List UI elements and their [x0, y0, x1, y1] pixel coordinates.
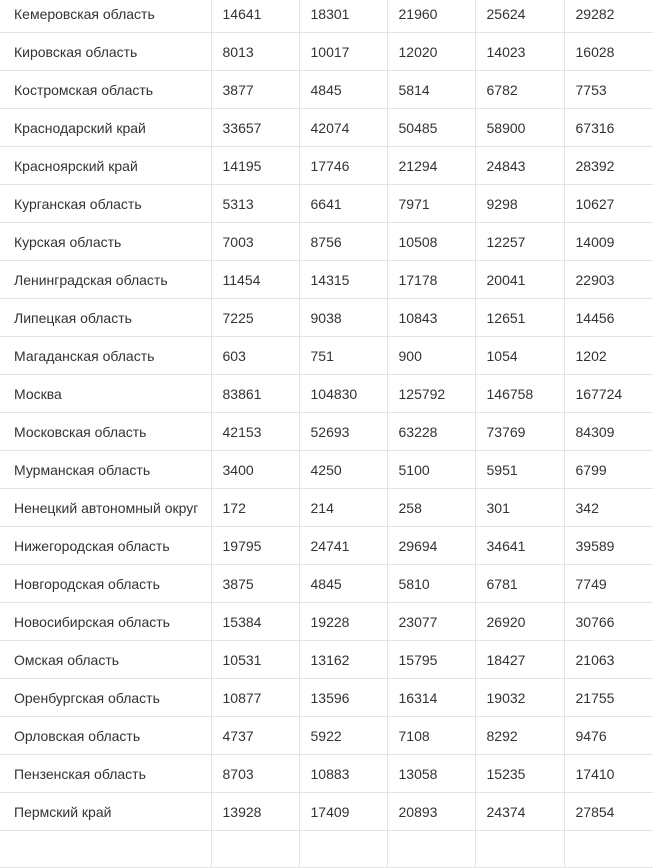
region-name-cell: Ленинградская область — [0, 261, 211, 299]
value-cell: 9038 — [299, 299, 387, 337]
value-cell: 19032 — [475, 679, 564, 717]
value-cell: 14023 — [475, 33, 564, 71]
value-cell: 125792 — [387, 375, 475, 413]
value-cell: 3400 — [211, 451, 299, 489]
value-cell: 4845 — [299, 71, 387, 109]
region-name-cell: Новгородская область — [0, 565, 211, 603]
region-name-cell — [0, 831, 211, 868]
value-cell: 603 — [211, 337, 299, 375]
value-cell: 20893 — [387, 793, 475, 831]
value-cell: 6641 — [299, 185, 387, 223]
value-cell: 258 — [387, 489, 475, 527]
table-row — [0, 413, 653, 451]
region-name-cell: Курская область — [0, 223, 211, 261]
value-cell: 15795 — [387, 641, 475, 679]
value-cell: 3875 — [211, 565, 299, 603]
value-cell: 7971 — [387, 185, 475, 223]
value-cell: 30766 — [564, 603, 653, 641]
region-name-cell: Пермский край — [0, 793, 211, 831]
value-cell: 342 — [564, 489, 653, 527]
value-cell: 7749 — [564, 565, 653, 603]
value-cell: 52693 — [299, 413, 387, 451]
value-cell: 26920 — [475, 603, 564, 641]
value-cell: 751 — [299, 337, 387, 375]
value-cell: 14009 — [564, 223, 653, 261]
value-cell: 11454 — [211, 261, 299, 299]
value-cell: 21960 — [387, 0, 475, 33]
table-row — [0, 299, 653, 337]
value-cell: 5810 — [387, 565, 475, 603]
value-cell: 42153 — [211, 413, 299, 451]
value-cell: 29694 — [387, 527, 475, 565]
value-cell: 10017 — [299, 33, 387, 71]
value-cell — [475, 831, 564, 868]
region-name-cell: Москва — [0, 375, 211, 413]
region-name-cell: Омская область — [0, 641, 211, 679]
table-row — [0, 337, 653, 375]
value-cell: 63228 — [387, 413, 475, 451]
value-cell: 14641 — [211, 0, 299, 33]
value-cell: 34641 — [475, 527, 564, 565]
value-cell: 146758 — [475, 375, 564, 413]
value-cell: 7753 — [564, 71, 653, 109]
value-cell: 16314 — [387, 679, 475, 717]
value-cell: 24374 — [475, 793, 564, 831]
table-row — [0, 185, 653, 223]
region-name-cell: Орловская область — [0, 717, 211, 755]
value-cell: 104830 — [299, 375, 387, 413]
value-cell: 19795 — [211, 527, 299, 565]
value-cell: 58900 — [475, 109, 564, 147]
value-cell: 8703 — [211, 755, 299, 793]
table-row — [0, 223, 653, 261]
value-cell: 19228 — [299, 603, 387, 641]
value-cell: 9298 — [475, 185, 564, 223]
value-cell: 28392 — [564, 147, 653, 185]
value-cell: 10531 — [211, 641, 299, 679]
value-cell: 4250 — [299, 451, 387, 489]
value-cell: 17409 — [299, 793, 387, 831]
value-cell: 6781 — [475, 565, 564, 603]
value-cell: 7108 — [387, 717, 475, 755]
value-cell: 27854 — [564, 793, 653, 831]
value-cell: 4845 — [299, 565, 387, 603]
value-cell: 7003 — [211, 223, 299, 261]
value-cell: 23077 — [387, 603, 475, 641]
region-name-cell: Оренбургская область — [0, 679, 211, 717]
value-cell: 9476 — [564, 717, 653, 755]
region-name-cell: Магаданская область — [0, 337, 211, 375]
table-row — [0, 603, 653, 641]
value-cell: 17746 — [299, 147, 387, 185]
value-cell: 13928 — [211, 793, 299, 831]
value-cell: 21294 — [387, 147, 475, 185]
value-cell: 15235 — [475, 755, 564, 793]
value-cell: 24741 — [299, 527, 387, 565]
region-name-cell: Мурманская область — [0, 451, 211, 489]
region-name-cell: Курганская область — [0, 185, 211, 223]
table-row — [0, 261, 653, 299]
value-cell: 167724 — [564, 375, 653, 413]
value-cell — [564, 831, 653, 868]
value-cell: 83861 — [211, 375, 299, 413]
value-cell: 13058 — [387, 755, 475, 793]
value-cell: 5951 — [475, 451, 564, 489]
value-cell: 50485 — [387, 109, 475, 147]
table-row — [0, 33, 653, 71]
value-cell: 214 — [299, 489, 387, 527]
value-cell: 5922 — [299, 717, 387, 755]
table-row — [0, 527, 653, 565]
region-name-cell: Пензенская область — [0, 755, 211, 793]
table-row — [0, 755, 653, 793]
value-cell — [299, 831, 387, 868]
value-cell: 7225 — [211, 299, 299, 337]
table-row — [0, 147, 653, 185]
table-row — [0, 565, 653, 603]
value-cell: 301 — [475, 489, 564, 527]
value-cell: 17178 — [387, 261, 475, 299]
value-cell: 5814 — [387, 71, 475, 109]
table-row — [0, 489, 653, 527]
value-cell: 21063 — [564, 641, 653, 679]
region-name-cell: Липецкая область — [0, 299, 211, 337]
table-row — [0, 793, 653, 831]
value-cell: 24843 — [475, 147, 564, 185]
region-name-cell: Кировская область — [0, 33, 211, 71]
value-cell: 14456 — [564, 299, 653, 337]
value-cell: 15384 — [211, 603, 299, 641]
table-row — [0, 71, 653, 109]
value-cell: 6782 — [475, 71, 564, 109]
value-cell: 10627 — [564, 185, 653, 223]
value-cell: 17410 — [564, 755, 653, 793]
value-cell: 18301 — [299, 0, 387, 33]
table-row — [0, 0, 653, 33]
value-cell: 10508 — [387, 223, 475, 261]
value-cell: 900 — [387, 337, 475, 375]
region-name-cell: Московская область — [0, 413, 211, 451]
value-cell: 29282 — [564, 0, 653, 33]
table-row — [0, 451, 653, 489]
table-row — [0, 641, 653, 679]
value-cell: 6799 — [564, 451, 653, 489]
value-cell: 18427 — [475, 641, 564, 679]
value-cell: 12651 — [475, 299, 564, 337]
value-cell: 13596 — [299, 679, 387, 717]
value-cell: 16028 — [564, 33, 653, 71]
region-name-cell: Краснодарский край — [0, 109, 211, 147]
region-name-cell: Новосибирская область — [0, 603, 211, 641]
table-row — [0, 109, 653, 147]
value-cell — [211, 831, 299, 868]
value-cell: 5313 — [211, 185, 299, 223]
value-cell: 1202 — [564, 337, 653, 375]
value-cell: 1054 — [475, 337, 564, 375]
value-cell: 13162 — [299, 641, 387, 679]
value-cell: 5100 — [387, 451, 475, 489]
region-name-cell: Нижегородская область — [0, 527, 211, 565]
value-cell: 172 — [211, 489, 299, 527]
region-name-cell: Кемеровская область — [0, 0, 211, 33]
table-row — [0, 679, 653, 717]
value-cell: 73769 — [475, 413, 564, 451]
value-cell: 10877 — [211, 679, 299, 717]
value-cell: 25624 — [475, 0, 564, 33]
value-cell: 4737 — [211, 717, 299, 755]
value-cell: 10883 — [299, 755, 387, 793]
value-cell: 21755 — [564, 679, 653, 717]
table-row — [0, 717, 653, 755]
value-cell: 33657 — [211, 109, 299, 147]
value-cell: 42074 — [299, 109, 387, 147]
value-cell: 3877 — [211, 71, 299, 109]
value-cell: 67316 — [564, 109, 653, 147]
value-cell: 8013 — [211, 33, 299, 71]
value-cell: 12020 — [387, 33, 475, 71]
value-cell: 12257 — [475, 223, 564, 261]
value-cell: 84309 — [564, 413, 653, 451]
table-row — [0, 831, 653, 868]
value-cell: 39589 — [564, 527, 653, 565]
value-cell: 20041 — [475, 261, 564, 299]
region-name-cell: Ненецкий автономный округ — [0, 489, 211, 527]
value-cell: 8292 — [475, 717, 564, 755]
value-cell: 14315 — [299, 261, 387, 299]
region-name-cell: Красноярский край — [0, 147, 211, 185]
value-cell: 8756 — [299, 223, 387, 261]
value-cell: 22903 — [564, 261, 653, 299]
value-cell: 14195 — [211, 147, 299, 185]
region-name-cell: Костромская область — [0, 71, 211, 109]
value-cell: 10843 — [387, 299, 475, 337]
value-cell — [387, 831, 475, 868]
table-row — [0, 375, 653, 413]
